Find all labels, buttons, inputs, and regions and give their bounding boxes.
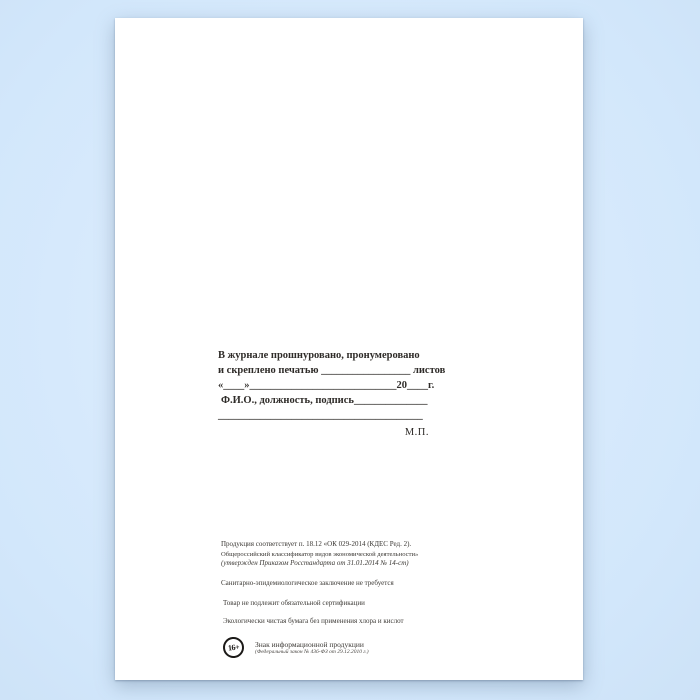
certification-note: Товар не подлежит обязательной сертификации — [223, 598, 365, 607]
binding-line-2: и скреплено печатью _________________ листов — [218, 365, 446, 376]
binding-stamp-block — [218, 348, 446, 440]
journal-back-page — [115, 18, 583, 680]
age-16-plus-icon: 16+ — [222, 635, 245, 658]
age-mark-row — [221, 637, 451, 658]
binding-line-3: «____»____________________________20____г. — [218, 380, 435, 391]
sanitary-note: Санитарно-эпидемиологическое заключение не требуется — [221, 578, 394, 587]
imprint-block — [221, 540, 451, 658]
compliance-line-2: Общероссийский классификатор видов экономической деятельности» — [221, 550, 419, 558]
age-mark-text — [255, 637, 369, 656]
binding-line-1: В журнале прошнуровано, пронумеровано — [218, 350, 420, 361]
age-mark-title: Знак информационной продукции — [255, 639, 364, 649]
binding-line-fio: Ф.И.О., должность, подпись______________ — [221, 395, 428, 406]
eco-note: Экологически чистая бумага без применения хлора и кислот — [223, 616, 404, 625]
binding-line-signature-rule: _______________________________________ — [218, 410, 423, 421]
compliance-line-3: (утвержден Приказом Росстандарта от 31.01.2014 № 14-ст) — [221, 559, 409, 567]
age-mark-law-reference: (Федеральный закон № 436-ФЗ от 29.12.2010 г.) — [255, 648, 369, 655]
stamp-placeholder-label: М.П. — [404, 427, 429, 438]
compliance-line-1: Продукция соответствует п. 18.12 «ОК 029-2014 (КДЕС Ред. 2). — [221, 540, 412, 548]
